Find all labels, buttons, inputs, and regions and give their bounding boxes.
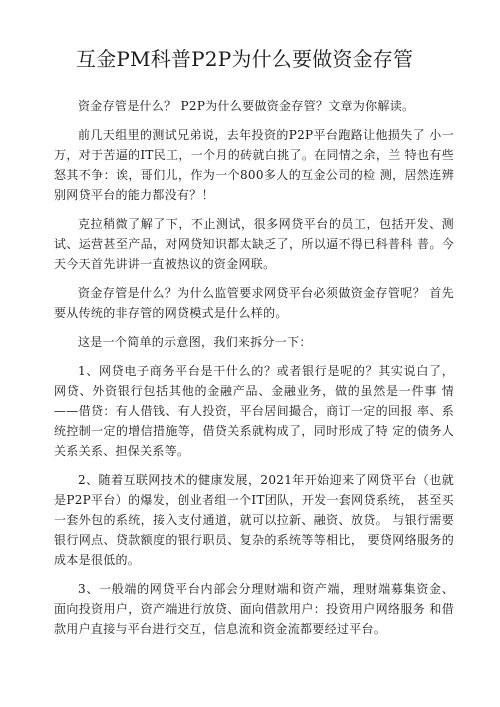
document-body: [54, 96, 454, 648]
paragraph-diagram-intro: 这是一个简单的示意图，我们来拆分一下：: [78, 335, 312, 349]
paragraph-intro: 资金存管是什么？ P2P为什么要做资金存管？文章为你解读。: [78, 99, 415, 113]
paragraph-point-3: 3、一般端的网贷平台内部会分理财端和资产端，理财端募集资金、面向投资用户，资产端进行放贷、面向借款用户：投资用户网络服务 和借款用户直接与平台进行交互，信息流和资金流都要经过平台。: [54, 582, 454, 636]
paragraph-point-2: 2、随着互联网技术的健康发展，2021年开始迎来了网贷平台（也就是P2P平台）的爆发，创业者组一个IT团队，开发一套网贷系统， 甚至买一套外包的系统，接入支付通道，就可以拉新、融资、放贷。 与银行需要银行网点、贷款额度的银行职员、复杂的系统等等相比， 要贷网络服务的成本是很低的。: [54, 473, 454, 567]
paragraph-purpose: 克拉稍微了解了下，不止测试，很多网贷平台的员工，包括开发、测试、运营甚至产品，对网贷知识都太缺乏了，所以逼不得已科普科 普。今天今天首先讲讲一直被热议的资金网联。: [54, 217, 454, 271]
paragraph-story: 前几天组里的测试兄弟说，去年投资的P2P平台跑路让他损失了 小一万，对于苦逼的IT民工，一个月的砖就白挑了。在同情之余，兰 特也有些怒其不争：诶，哥们儿，作为一个800多人的互金公司的检 测，居然连辨别网贷平台的能力都没有？！: [54, 128, 454, 202]
paragraph-point-1: 1、网贷电子商务平台是干什么的？或者银行是呢的？其实说白了，网贷、外资银行包括其他的金融产品、金融业务，做的虽然是一件事 情——借贷：有人借钱、有人投资，平台居间撮合，商订一定的回报 率、系统控制一定的增信措施等，借贷关系就构成了，同时形成了特 定的债务人关系关系、担保关系等。: [54, 364, 454, 458]
paragraph-question: 资金存管是什么？为什么监管要求网贷平台必须做资金存管呢？ 首先要从传统的非存管的网贷模式是什么样的。: [54, 286, 454, 320]
document-title: 互金PM科普P2P为什么要做资金存管: [76, 47, 414, 71]
